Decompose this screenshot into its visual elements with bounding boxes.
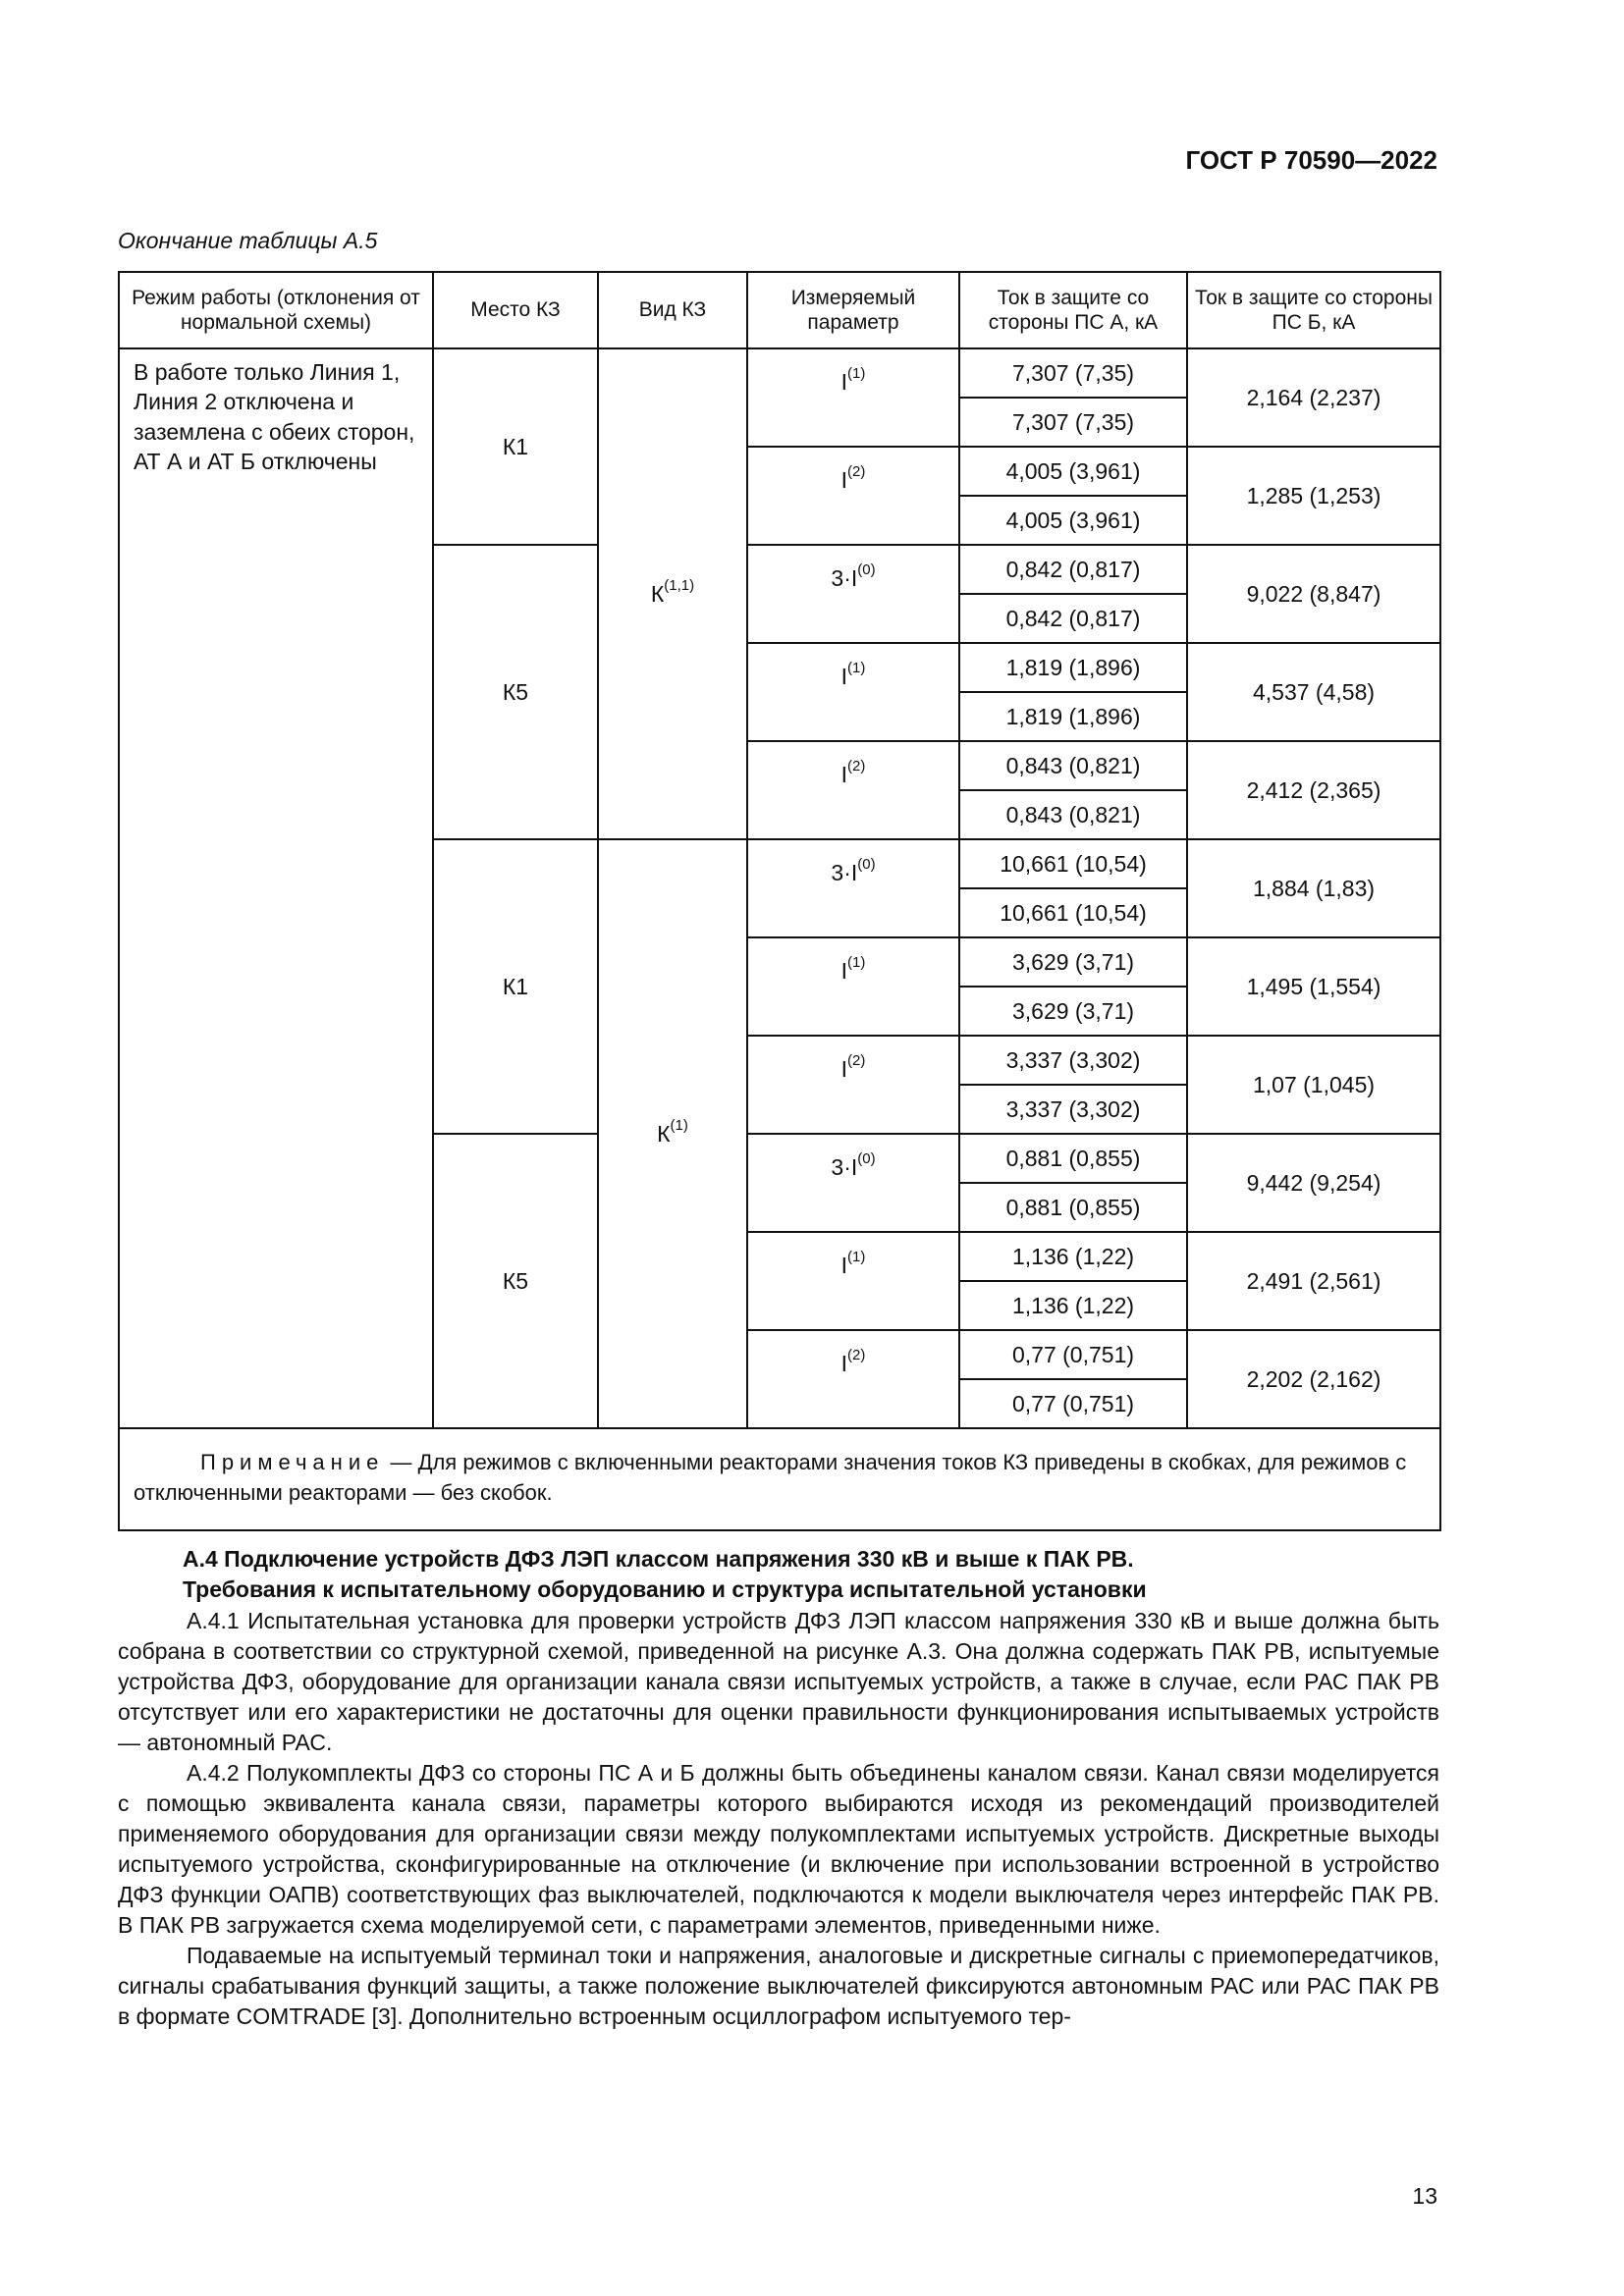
current-a-cell: 10,661 (10,54) [959, 888, 1187, 937]
header-kind: Вид КЗ [598, 272, 747, 348]
section-heading-line-1: А.4 Подключение устройств ДФЗ ЛЭП классом напряжения 330 кВ и выше к ПАК РВ. [183, 1546, 1134, 1572]
param-cell: $I^{(1)}$ [747, 1232, 959, 1330]
param-cell: $I^{(2)}$ [747, 1330, 959, 1428]
current-a-cell: 0,843 (0,821) [959, 790, 1187, 839]
document-standard-header: ГОСТ Р 70590—2022 [1185, 145, 1437, 175]
current-a-cell: 3,337 (3,302) [959, 1036, 1187, 1085]
current-a-cell: 0,881 (0,855) [959, 1183, 1187, 1232]
current-b-cell: 1,07 (1,045) [1187, 1036, 1440, 1134]
header-param: Измеряемый параметр [747, 272, 959, 348]
current-b-cell: 2,202 (2,162) [1187, 1330, 1440, 1428]
table-note [119, 1428, 1440, 1530]
current-b-cell: 2,164 (2,237) [1187, 348, 1440, 447]
current-a-cell: 0,842 (0,817) [959, 545, 1187, 594]
current-a-cell: 10,661 (10,54) [959, 839, 1187, 888]
current-a-cell: 1,819 (1,896) [959, 692, 1187, 741]
current-a-cell: 4,005 (3,961) [959, 447, 1187, 496]
current-b-cell: 9,442 (9,254) [1187, 1134, 1440, 1232]
current-b-cell: 1,495 (1,554) [1187, 937, 1440, 1036]
current-a-cell: 7,307 (7,35) [959, 348, 1187, 398]
current-a-cell: 3,629 (3,71) [959, 937, 1187, 987]
current-a-cell: 3,629 (3,71) [959, 987, 1187, 1036]
current-a-cell: 0,77 (0,751) [959, 1330, 1187, 1379]
mode-cell: В работе только Линия 1, Линия 2 отключена и заземлена с обеих сторон, АТ А и АТ Б отключены [119, 348, 433, 1428]
table-note-row [119, 1428, 1440, 1530]
header-place: Место КЗ [433, 272, 598, 348]
param-cell: $I^{(1)}$ [747, 937, 959, 1036]
section-heading-line-2: Требования к испытательному оборудованию и структура испытательной установки [183, 1576, 1147, 1602]
param-cell: $3\cdot I^{(0)}$ [747, 1134, 959, 1232]
header-mode: Режим работы (отклонения от нормальной схемы) [119, 272, 433, 348]
current-b-cell: 1,884 (1,83) [1187, 839, 1440, 937]
current-b-cell: 4,537 (4,58) [1187, 643, 1440, 741]
param-cell: $I^{(1)}$ [747, 643, 959, 741]
paragraph-recording: Подаваемые на испытуемый терминал токи и напряжения, аналоговые и дискретные сигналы с приемопередатчиков, сигналы срабатывания функций защиты, а также положение выключателей фиксируются автономным РАС или РАС ПАК РВ в формате COMTRADE [3]. Дополнительно встроенным осциллографом испытуемого тер- [118, 1943, 1439, 2029]
header-current-b: Ток в защите со стороны ПС Б, кА [1187, 272, 1440, 348]
place-cell: К1 [433, 348, 598, 545]
param-cell: $I^{(2)}$ [747, 447, 959, 545]
param-cell: $I^{(2)}$ [747, 1036, 959, 1134]
current-a-cell: 1,819 (1,896) [959, 643, 1187, 692]
current-a-cell: 0,77 (0,751) [959, 1379, 1187, 1428]
current-b-cell: 2,412 (2,365) [1187, 741, 1440, 839]
place-cell: К5 [433, 545, 598, 839]
current-b-cell: 2,491 (2,561) [1187, 1232, 1440, 1330]
table-header-row [119, 272, 1440, 348]
param-cell: $I^{(2)}$ [747, 741, 959, 839]
place-cell: К5 [433, 1134, 598, 1428]
table-row [119, 348, 1440, 398]
section-body [118, 1606, 1439, 2032]
kind-cell: $К^{(1)}$ [598, 839, 747, 1428]
place-cell: К1 [433, 839, 598, 1134]
param-cell: $3\cdot I^{(0)}$ [747, 839, 959, 937]
current-a-cell: 3,337 (3,302) [959, 1085, 1187, 1134]
current-a-cell: 0,842 (0,817) [959, 594, 1187, 643]
note-label: Примечание [200, 1450, 385, 1475]
header-current-a: Ток в защите со стороны ПС А, кА [959, 272, 1187, 348]
current-a-cell: 7,307 (7,35) [959, 398, 1187, 447]
note-text: — Для режимов с включенными реакторами значения токов КЗ приведены в скобках, для режимов с отключенными реакторами — без скобок. [134, 1450, 1407, 1505]
current-a-cell: 0,843 (0,821) [959, 741, 1187, 790]
param-cell: $I^{(1)}$ [747, 348, 959, 447]
results-table [118, 271, 1441, 1531]
current-a-cell: 1,136 (1,22) [959, 1232, 1187, 1281]
section-heading [183, 1544, 1147, 1605]
paragraph-a42: А.4.2 Полукомплекты ДФЗ со стороны ПС А и Б должны быть объединены каналом связи. Канал связи моделируется с помощью эквивалента канала связи, параметры которого выбираются исходя из рекомендаций производителей применяемого оборудования для организации связи между полукомплектами испытуемых устройств. Дискретные выходы испытуемого устройства, сконфигурированные на отключение (и включение при использовании встроенной в устройство ДФЗ функции ОАПВ) соответствующих фаз выключателей, подключаются к модели выключателя через интерфейс ПАК РВ. В ПАК РВ загружается схема моделируемой сети, с параметрами элементов, приведенными ниже. [118, 1760, 1439, 1938]
current-a-cell: 1,136 (1,22) [959, 1281, 1187, 1330]
paragraph-a41: А.4.1 Испытательная установка для проверки устройств ДФЗ ЛЭП классом напряжения 330 кВ и выше должна быть собрана в соответствии со структурной схемой, приведенной на рисунке А.3. Она должна содержать ПАК РВ, испытуемые устройства ДФЗ, оборудование для организации канала связи испытуемых устройств, а также в случае, если РАС ПАК РВ отсутствует или его характеристики не достаточны для оценки правильности функционирования испытываемых устройств — автономный РАС. [118, 1608, 1439, 1755]
current-a-cell: 4,005 (3,961) [959, 496, 1187, 545]
kind-cell: К$^{(1,1)}$ [598, 348, 747, 839]
current-a-cell: 0,881 (0,855) [959, 1134, 1187, 1183]
current-b-cell: 1,285 (1,253) [1187, 447, 1440, 545]
current-b-cell: 9,022 (8,847) [1187, 545, 1440, 643]
param-cell: $3\cdot I^{(0)}$ [747, 545, 959, 643]
table-caption: Окончание таблицы А.5 [118, 228, 378, 253]
page-number: 13 [1412, 2183, 1437, 2209]
